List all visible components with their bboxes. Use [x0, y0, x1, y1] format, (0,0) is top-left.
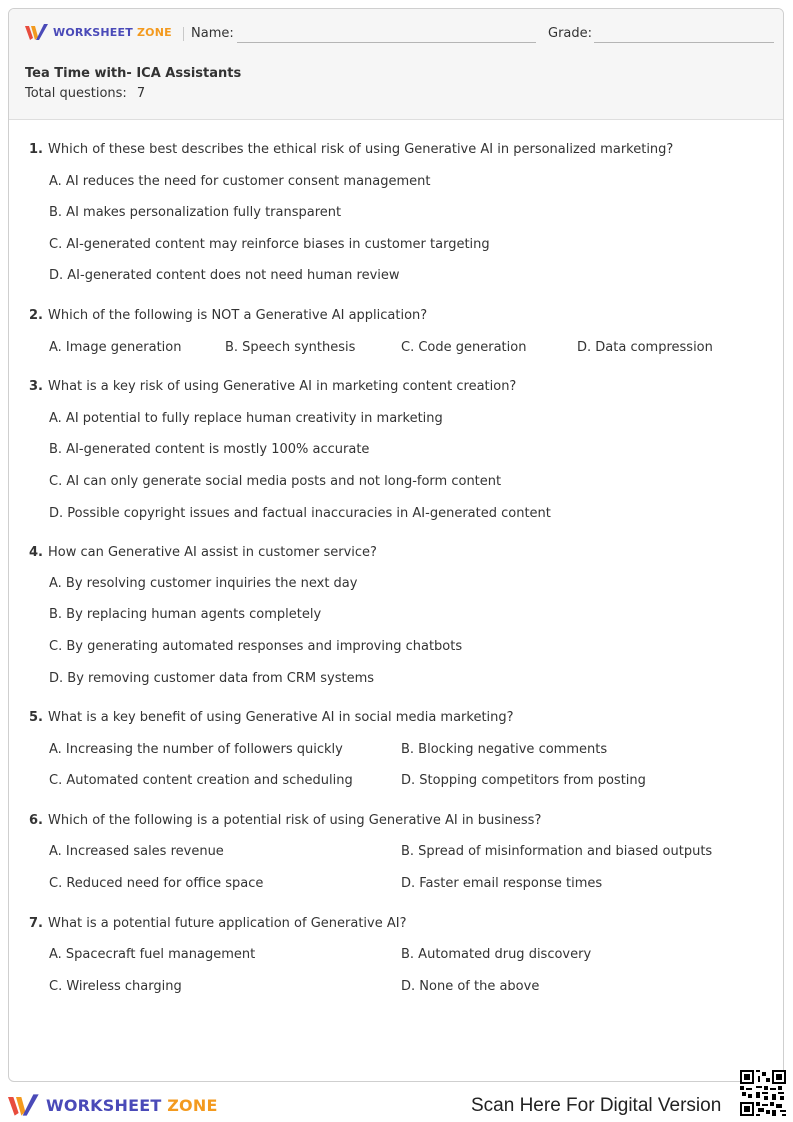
- option-c[interactable]: C. AI-generated content may reinforce biases in customer targeting: [49, 237, 490, 252]
- worksheet-sheet: [8, 8, 784, 1082]
- option-a[interactable]: A. Image generation: [49, 340, 182, 355]
- option-c[interactable]: C. Reduced need for office space: [49, 876, 264, 891]
- brand-name: WORKSHEET ZONE: [53, 25, 172, 39]
- brand-logo: [25, 23, 172, 41]
- option-d[interactable]: D. Possible copyright issues and factual inaccuracies in AI-generated content: [49, 506, 551, 521]
- header-divider: [183, 27, 184, 41]
- option-c[interactable]: C. By generating automated responses and improving chatbots: [49, 639, 463, 654]
- option-d[interactable]: D. Stopping competitors from posting: [401, 773, 646, 788]
- question-text: 7. What is a potential future application of Generative AI?: [29, 916, 407, 931]
- option-a[interactable]: A. Spacecraft fuel management: [49, 947, 256, 962]
- option-c[interactable]: C. AI can only generate social media posts and not long-form content: [49, 474, 502, 489]
- option-d[interactable]: D. None of the above: [401, 979, 540, 994]
- option-b[interactable]: B. By replacing human agents completely: [49, 607, 322, 622]
- option-b[interactable]: B. Spread of misinformation and biased outputs: [401, 844, 713, 859]
- option-b[interactable]: B. Blocking negative comments: [401, 742, 608, 757]
- option-b[interactable]: B. AI-generated content is mostly 100% accurate: [49, 442, 370, 457]
- option-a[interactable]: A. Increasing the number of followers quickly: [49, 742, 343, 757]
- scan-instruction: Scan Here For Digital Version: [471, 1095, 722, 1116]
- option-b[interactable]: B. AI makes personalization fully transparent: [49, 205, 342, 220]
- option-c[interactable]: C. Automated content creation and scheduling: [49, 773, 353, 788]
- total-label: Total questions:: [25, 86, 127, 101]
- name-field[interactable]: [237, 42, 536, 43]
- header-row: [25, 23, 769, 47]
- option-b[interactable]: B. Speech synthesis: [225, 340, 356, 355]
- option-d[interactable]: D. Faster email response times: [401, 876, 603, 891]
- footer-brand-logo: [8, 1093, 218, 1117]
- question-text: 6. Which of the following is a potential risk of using Generative AI in business?: [29, 813, 542, 828]
- question-text: 1. Which of these best describes the ethical risk of using Generative AI in personalized marketing?: [29, 142, 674, 157]
- worksheet-header: [9, 9, 783, 120]
- qr-code-icon[interactable]: [740, 1070, 786, 1116]
- option-a[interactable]: A. Increased sales revenue: [49, 844, 224, 859]
- option-b[interactable]: B. Automated drug discovery: [401, 947, 592, 962]
- footer-brand-name: WORKSHEET ZONE: [46, 1095, 218, 1115]
- worksheet-zone-logo-icon: [8, 1093, 40, 1117]
- question-text: 3. What is a key risk of using Generative AI in marketing content creation?: [29, 379, 517, 394]
- total-questions: [25, 86, 145, 101]
- name-label: Name:: [191, 26, 234, 41]
- grade-field[interactable]: [594, 42, 774, 43]
- option-c[interactable]: C. Wireless charging: [49, 979, 182, 994]
- option-d[interactable]: D. Data compression: [577, 340, 713, 355]
- grade-label: Grade:: [548, 26, 593, 41]
- total-value: 7: [136, 86, 146, 101]
- option-d[interactable]: D. AI-generated content does not need human review: [49, 268, 400, 283]
- question-text: 5. What is a key benefit of using Generative AI in social media marketing?: [29, 710, 514, 725]
- worksheet-title: Tea Time with- ICA Assistants: [25, 66, 242, 81]
- option-c[interactable]: C. Code generation: [401, 340, 527, 355]
- option-a[interactable]: A. AI potential to fully replace human creativity in marketing: [49, 411, 443, 426]
- option-a[interactable]: A. AI reduces the need for customer consent management: [49, 174, 431, 189]
- worksheet-zone-logo-icon: [25, 23, 49, 41]
- option-d[interactable]: D. By removing customer data from CRM systems: [49, 671, 374, 686]
- option-a[interactable]: A. By resolving customer inquiries the next day: [49, 576, 358, 591]
- question-text: 4. How can Generative AI assist in customer service?: [29, 545, 377, 560]
- question-text: 2. Which of the following is NOT a Generative AI application?: [29, 308, 428, 323]
